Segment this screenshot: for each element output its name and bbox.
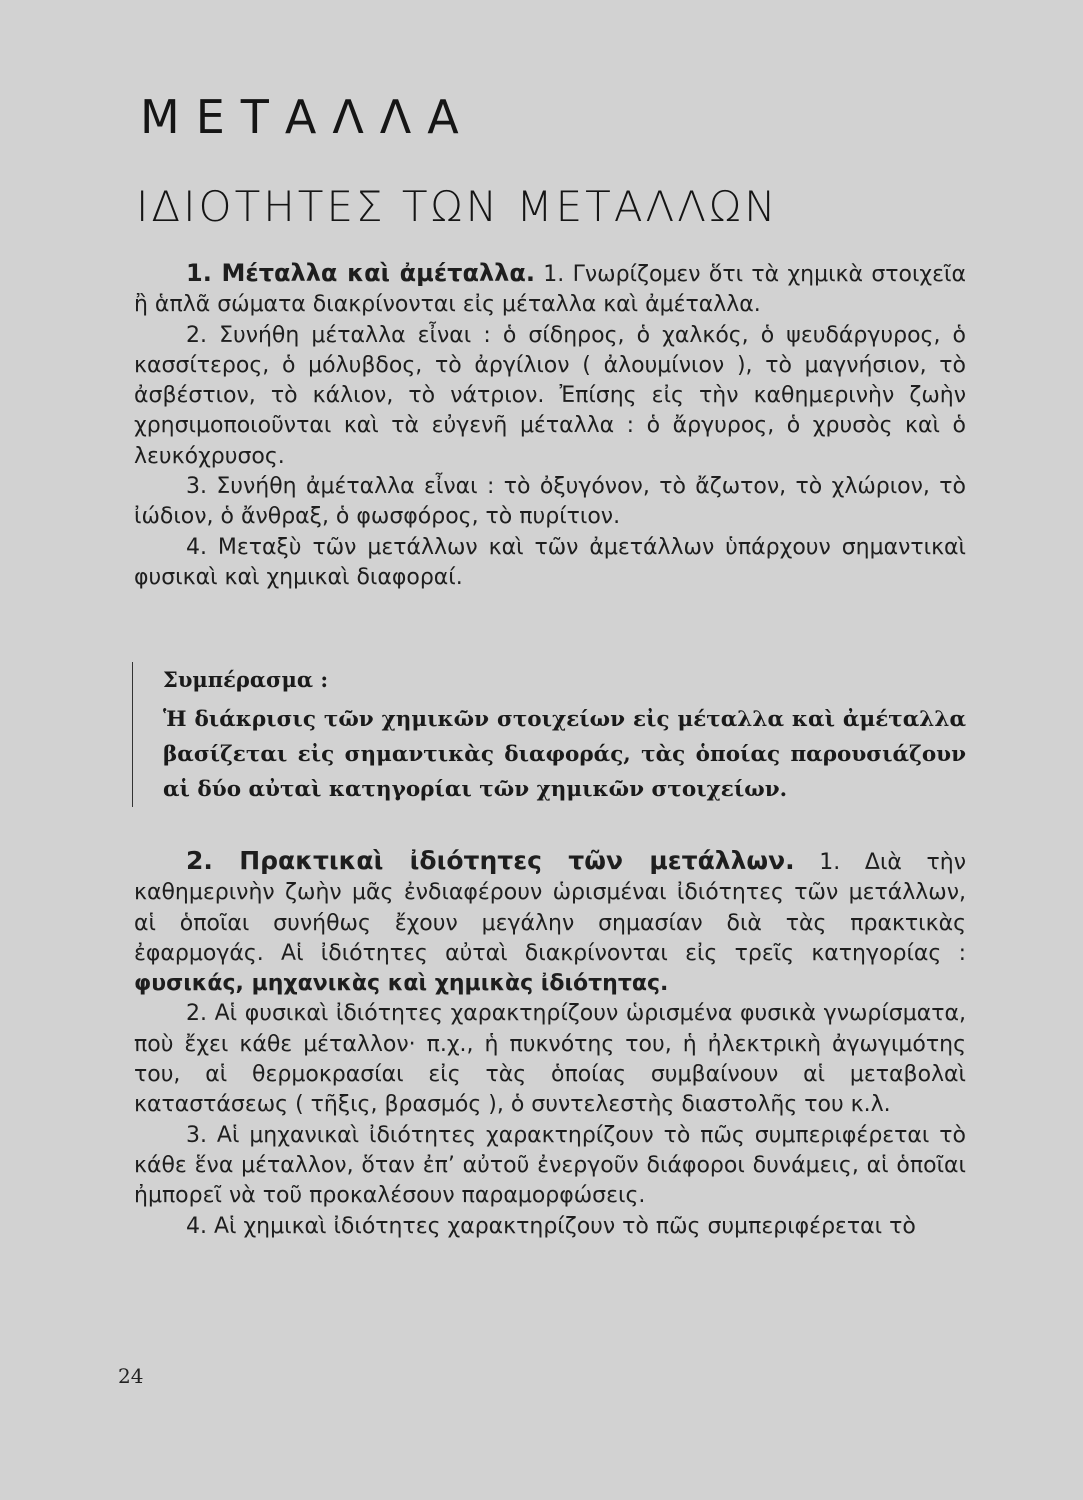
section-2-p1-bold: φυσικάς, μηχανικὰς καὶ χημικὰς ἰδιότητας. bbox=[134, 971, 669, 997]
section-title: ΙΔΙΟΤΗΤΕΣ ΤΩΝ ΜΕΤΑΛΛΩΝ bbox=[136, 182, 779, 231]
section-1-heading: 1. Μέταλλα καὶ ἀμέταλλα. bbox=[186, 259, 535, 287]
chapter-title: ΜΕΤΑΛΛΑ bbox=[140, 90, 475, 144]
section-2-heading: 2. Πρακτικαὶ ἰδιότητες τῶν μετάλλων. bbox=[186, 846, 795, 875]
conclusion-box bbox=[132, 662, 966, 807]
conclusion-text: Ἡ διάκρισις τῶν χημικῶν στοιχείων εἰς μέταλλα καὶ ἀμέταλλα βασίζεται εἰς σημαντικὰς διαφοράς, τὰς ὁποίας παρουσιάζουν αἱ δύο αὐταὶ κατηγορίαι τῶν χημικῶν στοιχείων. bbox=[163, 707, 966, 802]
section-1-body bbox=[134, 258, 966, 593]
section-1-paragraph-3: 3. Συνήθη ἀμέταλλα εἶναι : τὸ ὀξυγόνον, τὸ ἄζωτον, τὸ χλώριον, τὸ ἰώδιον, ὁ ἄνθραξ, ὁ φωσφόρος, τὸ πυρίτιον. bbox=[134, 474, 966, 530]
section-2-paragraph-3: 3. Αἱ μηχανικαὶ ἰδιότητες χαρακτηρίζουν τὸ πῶς συμπεριφέρεται τὸ κάθε ἕνα μέταλλον, ὅταν ἐπ’ αὐτοῦ ἐνεργοῦν διάφοροι δυνάμεις, αἱ ὁποῖαι ἠμπορεῖ νὰ τοῦ προκαλέσουν παραμορφώσεις. bbox=[134, 1122, 966, 1209]
section-1-p1-text: 1. Γνωρίζομεν ὅτι τὰ χημικὰ στοιχεῖα ἢ ἁπλᾶ σώματα διακρίνονται εἰς μέταλλα καὶ ἀμέταλλα. bbox=[134, 262, 966, 318]
page-number: 24 bbox=[118, 1364, 144, 1388]
section-1-paragraph-4: 4. Μεταξὺ τῶν μετάλλων καὶ τῶν ἀμετάλλων ὑπάρχουν σημαντικαὶ φυσικαὶ καὶ χημικαὶ διαφοραί. bbox=[134, 534, 966, 590]
section-2-paragraph-1 bbox=[134, 846, 966, 999]
section-2-body bbox=[134, 846, 966, 1242]
conclusion-label: Συμπέρασμα : bbox=[163, 667, 329, 692]
section-2-paragraph-4: 4. Αἱ χημικαὶ ἰδιότητες χαρακτηρίζουν τὸ πῶς συμπεριφέρεται τὸ bbox=[186, 1213, 916, 1239]
section-2-paragraph-2: 2. Αἱ φυσικαὶ ἰδιότητες χαρακτηρίζουν ὡρισμένα φυσικὰ γνωρίσματα, ποὺ ἔχει κάθε μέταλλον· π.χ., ἡ πυκνότης του, ἡ ἠλεκτρικὴ ἀγωγιμότης του, αἱ θερμοκρασίαι εἰς τὰς ὁποίας συμβαίνουν αἱ μεταβολαὶ καταστάσεως ( τῆξις, βρασμός ), ὁ συντελεστὴς διαστολῆς του κ.λ. bbox=[134, 1001, 966, 1118]
section-1-paragraph-1 bbox=[134, 258, 966, 321]
section-1-paragraph-2: 2. Συνήθη μέταλλα εἶναι : ὁ σίδηρος, ὁ χαλκός, ὁ ψευδάργυρος, ὁ κασσίτερος, ὁ μόλυβδος, τὸ ἀργίλιον ( ἀλουμίνιον ), τὸ μαγνήσιον, τὸ ἀσβέστιον, τὸ κάλιον, τὸ νάτριον. Ἐπίσης εἰς τὴν καθημερινὴν ζωὴν χρησιμοποιοῦνται καὶ τὰ εὐγενῆ μέταλλα : ὁ ἄργυρος, ὁ χρυσὸς καὶ ὁ λευκόχρυσος. bbox=[134, 322, 966, 469]
section-2-p1-text: 1. Διὰ τὴν καθημερινὴν ζωὴν μᾶς ἐνδιαφέρουν ὡρισμέναι ἰδιότητες τῶν μετάλλων, αἱ ὁποῖαι συνήθως ἔχουν μεγάλην σημασίαν διὰ τὰς πρακτικὰς ἐφαρμογάς. Αἱ ἰδιότητες αὐταὶ διακρίνονται εἰς τρεῖς κατηγορίας : bbox=[134, 850, 966, 966]
